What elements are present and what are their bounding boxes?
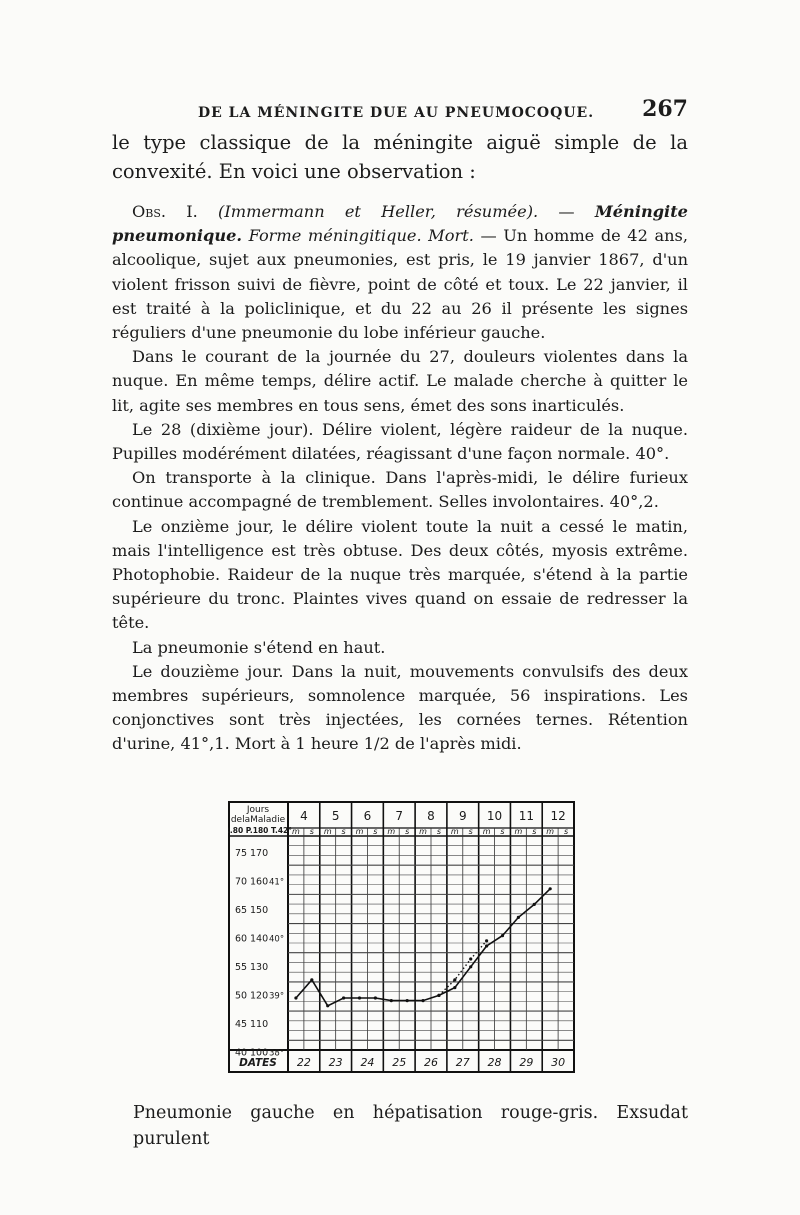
page-number: 267: [642, 96, 688, 122]
chart-scale-r: 50: [235, 990, 248, 1002]
chart-scale-p: 140: [250, 933, 269, 945]
observation-paragraph-5: Le onzième jour, le délire violent toute la nuit a cessé le matin, mais l'intelligence est très obtuse. Des deux côtés, myosis extrême. Photophobie. Raideur de la nuque très marquée, s'étend à la partie supérieure du tronc. Plaintes vives quand on essaie de redresser la tête.: [112, 516, 688, 633]
chart-sub-label-s: s: [500, 827, 505, 836]
chart-sub-label-s: s: [341, 827, 346, 836]
chart-data-point: [485, 944, 488, 947]
chart-data-point: [469, 965, 472, 968]
chart-date-label: 22: [296, 1056, 311, 1069]
chart-day-label: 8: [427, 809, 435, 823]
chart-scale-p: 130: [250, 962, 269, 973]
chart-data-point: [326, 1004, 329, 1007]
chart-data-point: [406, 999, 409, 1002]
chart-header-label-2: delaMaladie: [230, 815, 286, 825]
temperature-chart-svg: [228, 800, 576, 1074]
chart-sub-label-m: m: [546, 827, 555, 836]
chart-sub-label-s: s: [405, 827, 410, 836]
chart-scale-t: 39°: [269, 991, 285, 1002]
chart-date-label: 23: [328, 1056, 343, 1069]
observation-title: Méningite pneumonique.: [112, 202, 688, 246]
observation-source: (Immermann et Heller, résumée).: [218, 202, 539, 221]
chart-data-point: [294, 996, 297, 999]
chart-header-label: Jours: [246, 805, 270, 815]
observation-paragraph-7: Le douzième jour. Dans la nuit, mouvements convulsifs des deux membres supérieurs, somnolence marquée, 56 inspirations. Les conjonctives sont très injectées, les cornées ternes. Rétention d'urine, 41°,1. Mort à 1 heure 1/2 de l'après midi.: [112, 661, 688, 754]
chart-data-point: [517, 916, 520, 919]
chart-scale-p: 150: [250, 905, 269, 916]
observation: [112, 200, 688, 757]
chart-data-point: [437, 994, 440, 997]
chart-data-point: [549, 887, 552, 890]
observation-label: Obs. I.: [132, 202, 198, 221]
chart-scale-p: 100: [250, 1047, 269, 1059]
chart-date-label: 25: [392, 1056, 407, 1069]
chart-scale-r: 55: [235, 962, 248, 973]
chart-sub-label-s: s: [436, 827, 442, 836]
observation-paragraph-3: Le 28 (dixième jour). Délire violent, légère raideur de la nuque. Pupilles modérément dilatées, réagissant d'une façon normale. 40°.: [112, 419, 688, 464]
chart-sub-label-m: m: [482, 827, 491, 836]
chart-day-label: 12: [550, 809, 566, 823]
chart-scale-p: 160: [250, 876, 269, 888]
chart-sub-label-m: m: [419, 827, 427, 836]
chart-date-label: 24: [360, 1056, 375, 1069]
chart-data-point: [390, 999, 393, 1002]
chart-sub-label-s: s: [373, 827, 378, 836]
chart-scale-p: 120: [250, 990, 269, 1002]
intro-paragraph: le type classique de la méningite aiguë simple de la convexité. En voici une observation :: [112, 131, 688, 183]
chart-day-label: 9: [458, 809, 467, 823]
running-header: [112, 96, 688, 126]
observation-paragraph-1: [112, 200, 688, 345]
chart-data-point: [310, 978, 313, 981]
chart-date-label: 27: [455, 1056, 470, 1069]
chart-date-label: 26: [424, 1056, 438, 1069]
body-text: [112, 128, 688, 757]
chart-scale-p: 110: [250, 1019, 269, 1030]
chart-scale-r: 65: [235, 905, 248, 916]
chart-date-label: 30: [551, 1056, 566, 1069]
chart-data-point: [469, 957, 472, 960]
chart-dates-label: DATES: [239, 1057, 277, 1069]
chart-data-point: [485, 939, 488, 942]
chart-sub-label-s: s: [309, 827, 314, 836]
observation-outcome: Mort.: [428, 226, 474, 246]
chart-axis-header: R.80 P.180 T.42°: [228, 826, 293, 835]
chart-sub-label-s: s: [532, 827, 537, 836]
chart-series-line-1: [296, 889, 550, 1006]
chart-sub-label-m: m: [292, 827, 300, 836]
chart-scale-r: 75: [235, 848, 248, 859]
chart-day-label: 4: [300, 809, 308, 823]
chart-data-point: [533, 903, 536, 906]
chart-data-point: [342, 996, 345, 999]
chart-data-point: [501, 934, 504, 937]
observation-paragraph-2: Dans le courant de la journée du 27, douleurs violentes dans la nuque. En même temps, délire actif. Le malade cherche à quitter le lit, agite ses membres en tous sens, émet des sons inarticulés.: [112, 347, 688, 415]
chart-scale-t: 41°: [269, 877, 285, 888]
chart-day-label: 7: [395, 809, 404, 823]
chart-day-label: 6: [363, 809, 372, 823]
caption: Pneumonie gauche en hépatisation rouge-gris. Exsudat purulent: [133, 1103, 688, 1149]
chart-scale-p: 170: [250, 848, 269, 859]
chart-date-label: 28: [487, 1056, 502, 1069]
observation-paragraph-6: La pneumonie s'étend en haut.: [132, 637, 386, 657]
chart-day-label: 10: [486, 809, 503, 823]
chart-data-point: [374, 996, 377, 999]
chart-scale-r: 40: [235, 1047, 248, 1059]
chart-scale-r: 70: [235, 876, 248, 888]
chart-day-label: 5: [331, 809, 340, 823]
chart-scale-t: 38°: [269, 1048, 285, 1059]
chart-data-point: [453, 986, 456, 989]
observation-form: Forme méningitique.: [248, 226, 422, 246]
chart-sub-label-m: m: [355, 827, 364, 836]
chart-scale-r: 60: [235, 933, 248, 945]
chart-data-point: [358, 996, 361, 999]
observation-dash: —: [538, 202, 595, 221]
chart-data-point: [453, 978, 456, 981]
chart-day-label: 11: [518, 809, 534, 823]
chart-sub-label-m: m: [450, 827, 459, 836]
chart-sub-label-m: m: [387, 827, 396, 836]
temperature-chart: [228, 800, 576, 1078]
chart-sub-label-m: m: [514, 827, 523, 836]
observation-paragraph-4: On transporte à la clinique. Dans l'après-midi, le délire furieux continue accompagné de tremblement. Selles involontaires. 40°,2.: [112, 468, 688, 512]
chart-sub-label-m: m: [323, 827, 332, 836]
chart-scale-t: 40°: [269, 934, 285, 945]
chart-sub-label-s: s: [563, 827, 569, 836]
observation-text-1: — Un homme de 42 ans, alcoolique, sujet aux pneumonies, est pris, le 19 janvier 1867, d'un violent frisson suivi de fièvre, point de côté et toux. Le 22 janvier, il est traité à la policlinique, et du 22 au 26 il présente les signes réguliers d'une pneumonie du lobe inférieur gauche.: [112, 226, 688, 343]
chart-data-point: [421, 999, 424, 1002]
chart-date-label: 29: [519, 1056, 534, 1069]
chart-sub-label-s: s: [468, 827, 473, 836]
running-title: DE LA MÉNINGITE DUE AU PNEUMOCOQUE.: [198, 105, 595, 121]
chart-scale-r: 45: [235, 1019, 248, 1030]
